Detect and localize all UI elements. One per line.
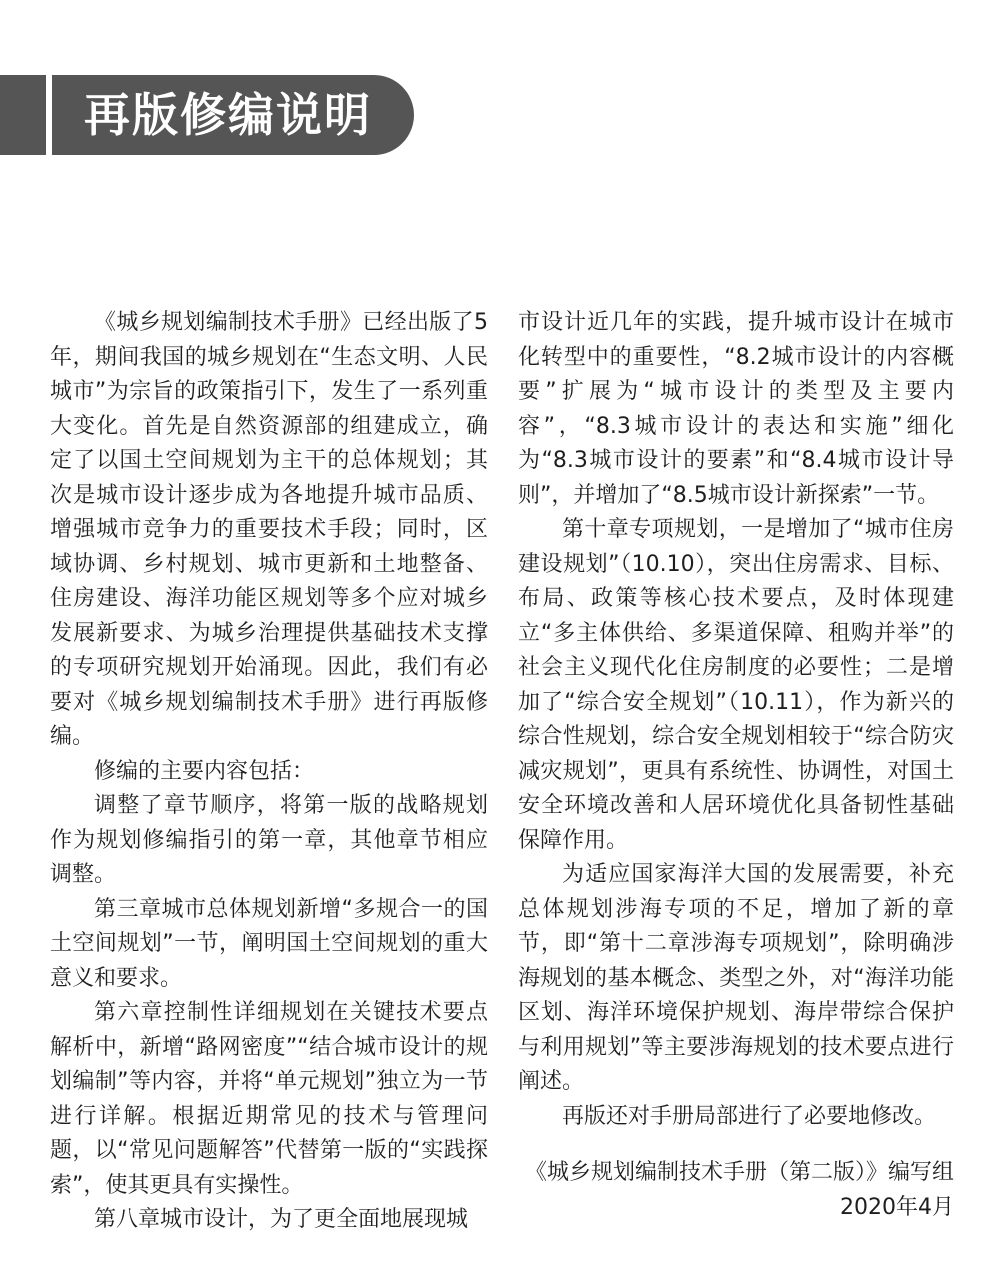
paragraph-main-contents: 修编的主要内容包括：	[94, 758, 315, 784]
page-title: 再版修编说明	[84, 88, 372, 142]
left-column	[50, 306, 488, 1238]
paragraph-intro: 《城乡规划编制技术手册》已经出版了5年，期间我国的城乡规划在“生态文明、人民城市”为宗旨的政策指引下，发生了一系列重大变化。首先是自然资源部的组建成立，确定了以国土空间规划为主干的总体规划；其次是城市设计逐步成为各地提升城市品质、增强城市竞争力的重要技术手段；同时，区域协调、乡村规划、城市更新和土地整备、住房建设、海洋功能区规划等多个应对城乡发展新要求、为城乡治理提供基础技术支撑的专项研究规划开始涌现。因此，我们有必要对《城乡规划编制技术手册》进行再版修编。	[50, 310, 488, 749]
paragraph-chapter-3: 第三章城市总体规划新增“多规合一的国土空间规划”一节，阐明国土空间规划的重大意义和要求。	[50, 896, 488, 991]
paragraph-other-revisions: 再版还对手册局部进行了必要地修改。	[562, 1103, 937, 1129]
paragraph-chapter-8: 第八章城市设计，为了更全面地展现城	[94, 1207, 469, 1232]
signature-org: 《城乡规划编制技术手册（第二版）》编写组	[524, 1160, 954, 1185]
paragraph-chapter-6: 第六章控制性详细规划在关键技术要点解析中，新增“路网密度”“结合城市设计的规划编制”等内容，并将“单元规划”独立为一节进行详解。根据近期常见的技术与管理问题，以“常见问题解答”代替第一版的“实践探索”，使其更具有实操性。	[50, 1000, 488, 1198]
paragraph-chapter-10: 第十章专项规划，一是增加了“城市住房建设规划”（10.10），突出住房需求、目标、布局、政策等核心技术要点，及时体现建立“多主体供给、多渠道保障、租购并举”的社会主义现代化住房制度的必要性；二是增加了“综合安全规划”（10.11），作为新兴的综合性规划，综合安全规划相较于“综合防灾减灾规划”，更具有系统性、协调性，对国土安全环境改善和人居环境优化具备韧性基础保障作用。	[518, 517, 954, 853]
header-accent-block	[0, 75, 46, 155]
signature-date: 2020年4月	[840, 1194, 954, 1220]
paragraph-chapter-12: 为适应国家海洋大国的发展需要，补充总体规划涉海专项的不足，增加了新的章节，即“第十二章涉海专项规划”，除明确涉海规划的基本概念、类型之外，对“海洋功能区划、海洋环境保护规划、海岸带综合保护与利用规划”等主要涉海规划的技术要点进行阐述。	[518, 862, 954, 1094]
paragraph-chapter-8-continued: 市设计近几年的实践，提升城市设计在城市化转型中的重要性，“8.2城市设计的内容概要”扩展为“城市设计的类型及主要内容”，“8.3城市设计的表达和实施”细化为“8.3城市设计的要素”和“8.4城市设计导则”，并增加了“8.5城市设计新探索”一节。	[518, 310, 954, 508]
paragraph-chapter-order: 调整了章节顺序，将第一版的战略规划作为规划修编指引的第一章，其他章节相应调整。	[50, 793, 488, 887]
right-column	[518, 306, 954, 1225]
